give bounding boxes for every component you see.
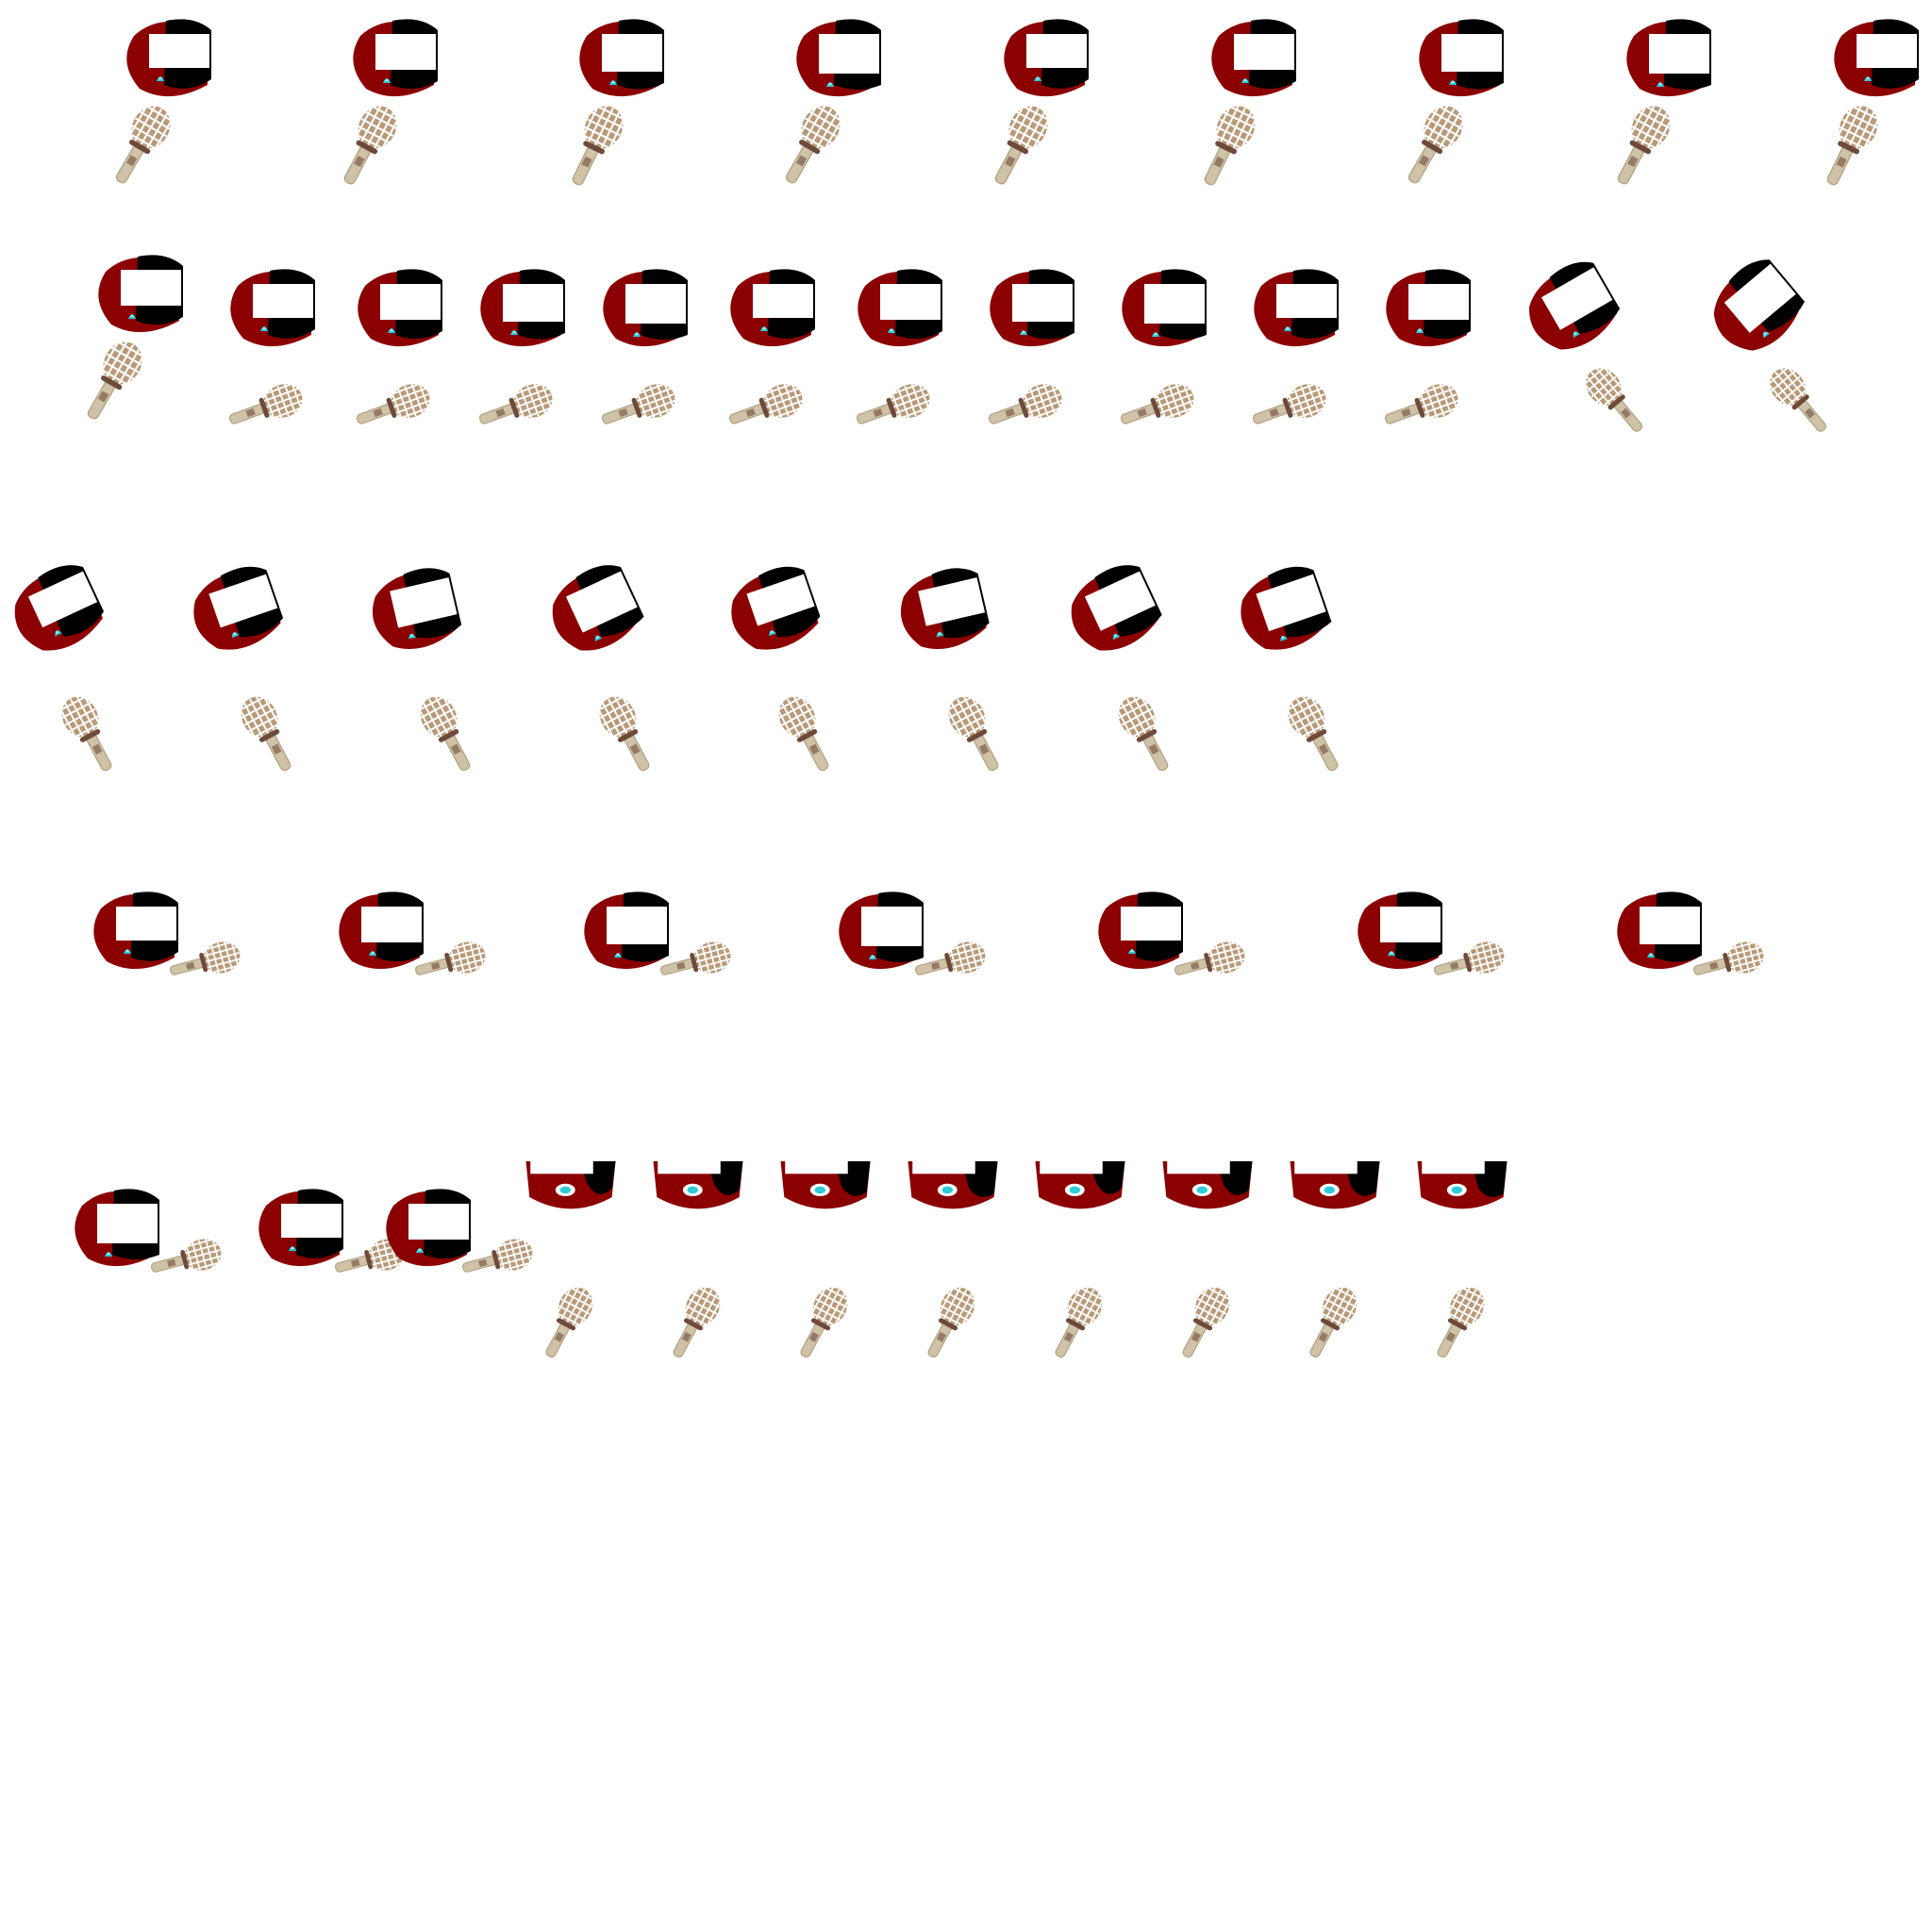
- sprite-frame: [641, 929, 642, 930]
- sprite-frame: [1080, 1226, 1081, 1227]
- sprite-frame: [571, 1226, 572, 1227]
- sprite-frame: [316, 1226, 317, 1227]
- sprite-frame: [1113, 651, 1114, 652]
- sprite-frame: [1047, 90, 1048, 91]
- microphone-sprite: [1280, 689, 1352, 778]
- mouth-sprite: [1058, 557, 1168, 662]
- mouth-teeth: [375, 34, 436, 70]
- sprite-frame: [1283, 651, 1284, 652]
- sprite-frame: [646, 325, 647, 326]
- mouth-sprite: [1418, 1149, 1507, 1209]
- mouth-sprite: [1515, 254, 1627, 363]
- microphone-sprite: [1395, 97, 1473, 192]
- mouth-sprite: [1626, 19, 1711, 96]
- sprite-frame: [170, 90, 171, 91]
- mouth-sprite: [721, 559, 825, 659]
- sprite-frame: [1429, 325, 1430, 326]
- sprite-frame-art: [47, 0, 292, 212]
- microphone-sprite: [1425, 1280, 1492, 1365]
- sprite-frame: [1877, 90, 1878, 91]
- sprite-frame: [896, 929, 897, 930]
- sprite-frame: [1571, 325, 1572, 326]
- mouth-sprite: [540, 557, 649, 662]
- sprite-frame-art: [774, 807, 1019, 1052]
- sprite-frame: [825, 1226, 826, 1227]
- microphone-sprite: [75, 333, 152, 427]
- sprite-frame-art: [274, 0, 519, 212]
- microphone-sprite: [773, 97, 850, 192]
- mouth-teeth: [819, 34, 879, 74]
- microphone-sprite: [103, 97, 180, 192]
- microphone-sprite: [1191, 98, 1264, 192]
- sprite-frame-art: [500, 0, 745, 212]
- sprite-frame: [1255, 90, 1256, 91]
- sprite-frame: [1165, 325, 1166, 326]
- mouth-teeth: [1121, 907, 1181, 941]
- mouth-sprite: [1357, 891, 1442, 969]
- sprite-frame: [1670, 90, 1671, 91]
- sprite-frame: [274, 325, 275, 326]
- mouth-teeth: [1234, 34, 1294, 70]
- mouth-teeth: [1857, 34, 1917, 68]
- sprite-frame-art: [519, 807, 764, 1052]
- mouth-sprite: [579, 19, 664, 96]
- mouth-teeth: [1649, 34, 1709, 74]
- sprite-frame: [236, 651, 237, 652]
- mouth-teeth: [1422, 1149, 1485, 1174]
- sprite-frame: [57, 651, 58, 652]
- mouth-teeth: [1380, 907, 1441, 942]
- mouth-tongue: [688, 1187, 698, 1194]
- sprite-frame-art: [1755, 0, 1932, 212]
- sprite-frame: [698, 1226, 699, 1227]
- mouth-sprite: [339, 891, 424, 969]
- sprite-frame: [1462, 1226, 1463, 1227]
- sprite-frame: [1156, 929, 1157, 930]
- sprite-frame: [594, 651, 595, 652]
- mouth-sprite: [93, 891, 178, 969]
- sprite-frame: [132, 1226, 133, 1227]
- mouth-tongue: [1197, 1187, 1208, 1194]
- mouth-teeth: [116, 907, 176, 941]
- sprite-frame: [840, 90, 841, 91]
- sprite-frame: [1755, 325, 1756, 326]
- microphone-sprite: [558, 98, 632, 192]
- microphone-sprite: [330, 97, 406, 192]
- mouth-sprite: [1698, 251, 1812, 364]
- sprite-frame: [443, 1226, 444, 1227]
- mouth-teeth: [97, 1204, 158, 1243]
- sprite-frame: [623, 90, 624, 91]
- mouth-sprite: [839, 891, 924, 969]
- sprite-frame: [415, 651, 416, 652]
- mouth-sprite: [1419, 19, 1504, 96]
- mouth-sprite: [75, 1189, 159, 1266]
- sprite-frame-art: [1340, 1104, 1585, 1349]
- mouth-tongue: [815, 1187, 825, 1194]
- sprite-frame-art: [1632, 203, 1877, 448]
- mouth-sprite: [126, 19, 211, 96]
- sprite-frame-art: [1552, 807, 1797, 1052]
- sprite-frame: [1674, 929, 1675, 930]
- mouth-sprite: [183, 559, 288, 659]
- mouth-sprite: [1211, 19, 1296, 96]
- sprite-frame-art: [1160, 528, 1406, 774]
- mouth-teeth: [861, 907, 922, 946]
- mouth-tongue: [942, 1187, 953, 1194]
- mouth-tongue: [1070, 1187, 1080, 1194]
- sprite-frame-art: [274, 807, 519, 1052]
- sprite-frame: [151, 929, 152, 930]
- mouth-teeth: [1640, 907, 1700, 944]
- mouth-teeth: [149, 34, 209, 68]
- microphone-sprite: [1813, 98, 1887, 192]
- microphone-sprite: [1760, 359, 1837, 441]
- sprite-frame: [396, 90, 397, 91]
- mouth-sprite: [1230, 559, 1335, 659]
- mouth-tongue: [560, 1187, 571, 1194]
- sprite-frame-art: [1033, 807, 1278, 1052]
- sprite-frame: [1297, 325, 1298, 326]
- mouth-teeth: [1026, 34, 1087, 68]
- mouth-sprite: [353, 19, 438, 96]
- mouth-sprite: [796, 19, 881, 96]
- mouth-sprite: [584, 891, 669, 969]
- mouth-tongue: [1452, 1187, 1462, 1194]
- sprite-frame: [1415, 929, 1416, 930]
- mouth-sprite: [2, 557, 111, 662]
- sprite-frame-art: [1292, 807, 1538, 1052]
- mouth-sprite: [1834, 19, 1919, 96]
- sprite-frame: [1462, 90, 1463, 91]
- mouth-sprite: [1098, 891, 1183, 969]
- microphone-sprite: [1604, 97, 1679, 192]
- sprite-frame: [396, 929, 397, 930]
- sprite-frame-art: [28, 807, 274, 1052]
- mouth-sprite: [365, 562, 465, 657]
- mouth-sprite: [893, 562, 993, 657]
- mouth-sprite: [1617, 891, 1702, 969]
- sprite-frame: [901, 325, 902, 326]
- mouth-teeth: [607, 907, 667, 944]
- mouth-tongue: [1324, 1187, 1335, 1194]
- mouth-teeth: [1441, 34, 1502, 72]
- microphone-sprite: [981, 97, 1057, 192]
- mouth-sprite: [1004, 19, 1089, 96]
- sprite-frame: [1335, 1226, 1336, 1227]
- mouth-teeth: [361, 907, 422, 942]
- sprite-frame: [953, 1226, 954, 1227]
- sprite-frame: [1033, 325, 1034, 326]
- mouth-teeth: [602, 34, 662, 72]
- sprite-frame: [943, 651, 944, 652]
